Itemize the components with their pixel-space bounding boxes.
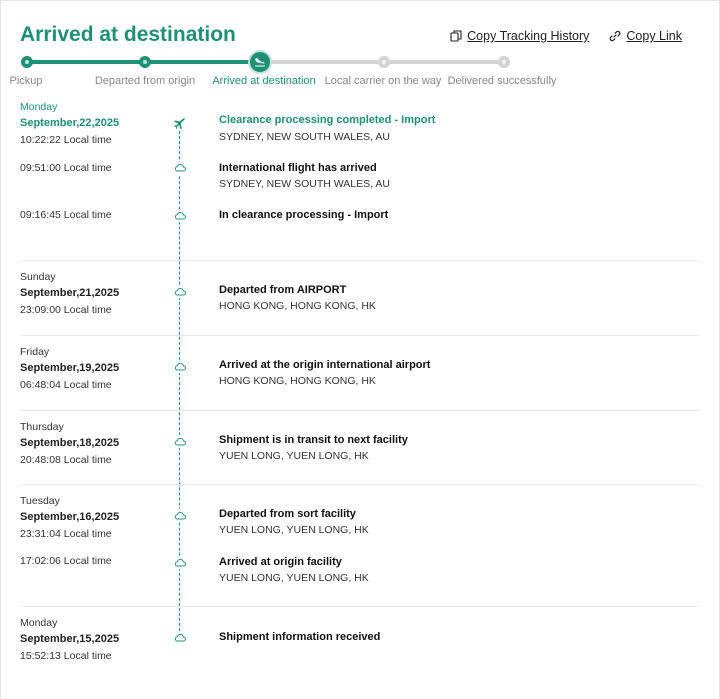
timeline-group (20, 261, 700, 336)
event-title: Departed from AIRPORT (219, 284, 347, 296)
event-title: Arrived at the origin international airport (219, 359, 431, 371)
cloud-icon (174, 436, 186, 448)
timeline-group (20, 98, 700, 261)
event-time: 23:09:00 Local time (20, 304, 112, 316)
group-date: September,21,2025 (20, 287, 120, 299)
event-time: 23:31:04 Local time (20, 528, 112, 540)
header-actions (450, 29, 682, 43)
progress-tracker (0, 48, 720, 90)
event-marker (173, 209, 186, 222)
event-time: 17:02:06 Local time (20, 555, 112, 567)
event-marker (173, 556, 186, 569)
group-date: September,16,2025 (20, 511, 120, 523)
copy-tracking-history-label: Copy Tracking History (467, 29, 590, 43)
plane-icon (174, 118, 186, 130)
group-day: Monday (20, 101, 58, 113)
cloud-icon (174, 632, 186, 644)
copy-link-label: Copy Link (626, 29, 682, 43)
event-marker (173, 161, 186, 174)
event-location: YUEN LONG, YUEN LONG, HK (219, 524, 369, 536)
cloud-icon (174, 557, 186, 569)
cloud-icon (174, 162, 186, 174)
group-day: Monday (20, 617, 58, 629)
step-delivered-node (498, 56, 510, 68)
cloud-icon (174, 286, 186, 298)
copy-tracking-history-button[interactable] (450, 29, 589, 43)
step-label-delivered: Delivered successfully (447, 75, 557, 87)
event-location: HONG KONG, HONG KONG, HK (219, 300, 376, 312)
event-title: Clearance processing completed - Import (219, 114, 436, 126)
copy-link-button[interactable] (609, 29, 682, 43)
event-time: 20:48:08 Local time (20, 454, 112, 466)
event-marker (173, 631, 186, 644)
group-date: September,15,2025 (20, 633, 120, 645)
event-marker (173, 435, 186, 448)
group-date: September,19,2025 (20, 362, 120, 374)
event-location: YUEN LONG, YUEN LONG, HK (219, 572, 369, 584)
event-marker (173, 360, 186, 373)
event-time: 10:22:22 Local time (20, 134, 112, 146)
timeline-group (20, 411, 700, 485)
event-time: 06:48:04 Local time (20, 379, 112, 391)
cloud-icon (174, 210, 186, 222)
step-pickup-node (21, 56, 33, 68)
cloud-icon (174, 361, 186, 373)
link-icon (609, 30, 621, 42)
timeline-group (20, 607, 700, 687)
event-title: Departed from sort facility (219, 508, 356, 520)
event-title: Shipment is in transit to next facility (219, 434, 408, 446)
step-local-carrier-node (378, 56, 390, 68)
event-location: SYDNEY, NEW SOUTH WALES, AU (219, 178, 390, 190)
event-marker (173, 117, 186, 130)
copy-icon (450, 30, 462, 42)
step-label-arrived: Arrived at destination (212, 75, 316, 87)
event-time: 09:51:00 Local time (20, 162, 112, 174)
event-title: Arrived at origin facility (219, 556, 342, 568)
event-time: 09:16:45 Local time (20, 209, 112, 221)
group-day: Tuesday (20, 495, 60, 507)
step-label-local-carrier: Local carrier on the way (324, 75, 442, 87)
event-time: 15:52:13 Local time (20, 650, 112, 662)
step-label-departed: Departed from origin (94, 75, 196, 87)
timeline-group (20, 336, 700, 411)
group-day: Friday (20, 346, 50, 358)
event-title: Shipment information received (219, 631, 381, 643)
event-title: International flight has arrived (219, 162, 377, 174)
status-title: Arrived at destination (20, 23, 236, 46)
event-location: HONG KONG, HONG KONG, HK (219, 375, 376, 387)
group-day: Thursday (20, 421, 64, 433)
group-date: September,22,2025 (20, 117, 120, 129)
step-arrived-node (250, 52, 270, 72)
step-departed-node (139, 56, 151, 68)
event-title: In clearance processing - Import (219, 209, 389, 221)
step-label-pickup: Pickup (9, 75, 43, 87)
plane-landing-icon (254, 56, 266, 68)
event-marker (173, 285, 186, 298)
group-date: September,18,2025 (20, 437, 120, 449)
event-location: YUEN LONG, YUEN LONG, HK (219, 450, 369, 462)
event-location: SYDNEY, NEW SOUTH WALES, AU (219, 131, 390, 143)
event-marker (173, 509, 186, 522)
tracking-timeline (0, 98, 720, 687)
cloud-icon (174, 510, 186, 522)
timeline-group (20, 485, 700, 607)
group-day: Sunday (20, 271, 56, 283)
